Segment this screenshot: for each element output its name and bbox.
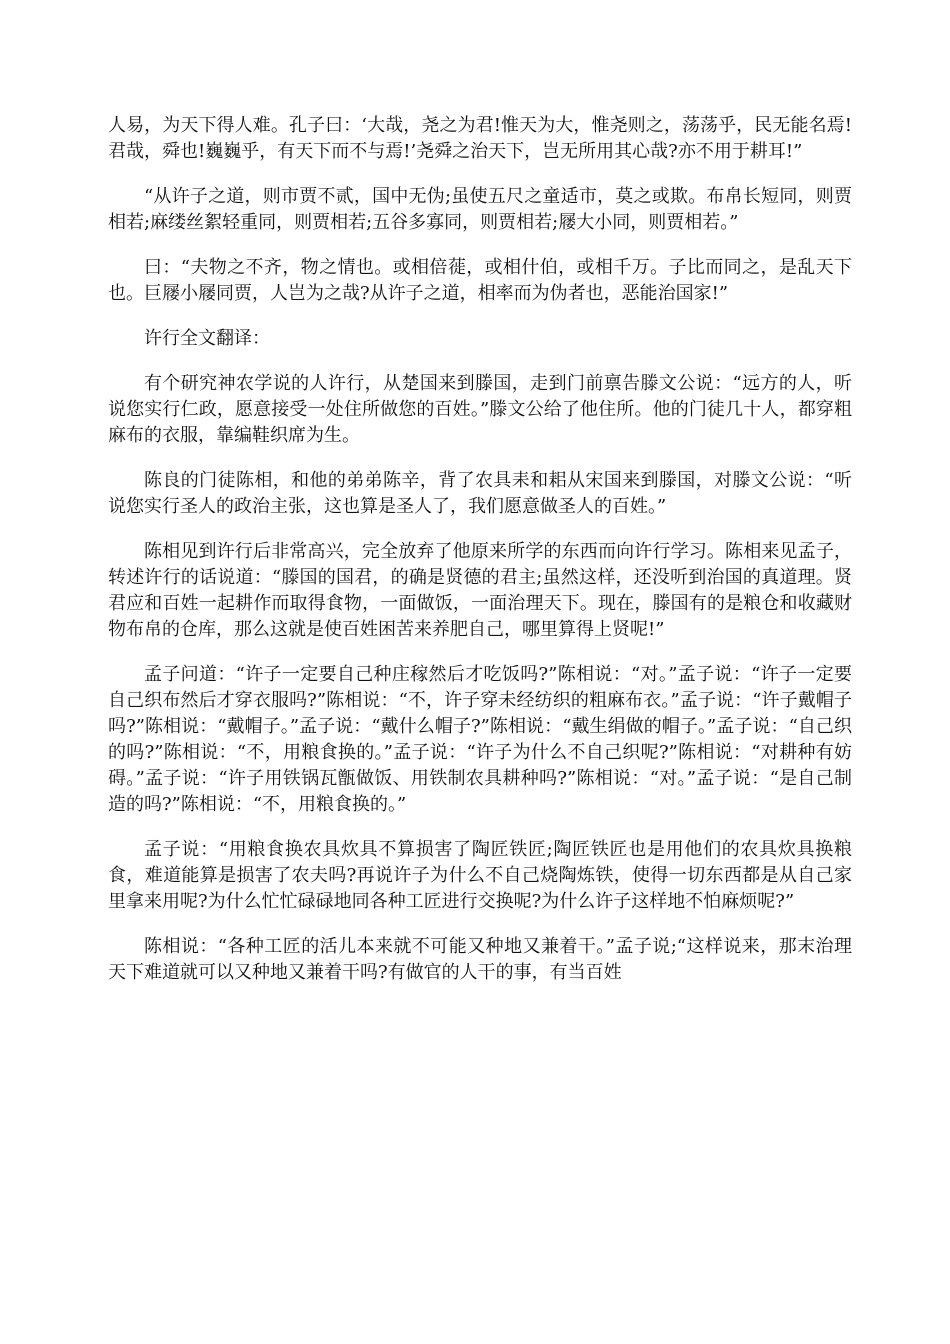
paragraph-7: 陈相见到许行后非常高兴，完全放弃了他原来所学的东西而向许行学习。陈相来见孟子，转述许行的话说道：“滕国的国君，的确是贤德的君主;虽然这样，还没听到治国的真道理。贤君应和百姓一起耕作而取得食物，一面做饭，一面治理天下。现在，滕国有的是粮仓和收藏财物布帛的仓库，那么这就是使百姓困苦来养肥自己，哪里算得上贤呢!” (108, 541, 852, 640)
paragraph-1: 人易，为天下得人难。孔子曰：‘大哉，尧之为君!惟天为大，惟尧则之，荡荡乎，民无能名焉!君哉，舜也!巍巍乎，有天下而不与焉!’尧舜之治天下，岂无所用其心哉?亦不用于耕耳!” (108, 115, 852, 162)
paragraph-9: 孟子说：“用粮食换农具炊具不算损害了陶匠铁匠;陶匠铁匠也是用他们的农具炊具换粮食，难道能算是损害了农夫吗?再说许子为什么不自己烧陶炼铁，使得一切东西都是从自己家里拿来用呢?为什么忙忙碌碌地同各种工匠进行交换呢?为什么许子这样地不怕麻烦呢?” (108, 839, 852, 912)
document-body (108, 113, 852, 1005)
paragraph-8: 孟子问道：“许子一定要自己种庄稼然后才吃饭吗?”陈相说：“对。”孟子说：“许子一定要自己织布然后才穿衣服吗?”陈相说：“不，许子穿未经纺织的粗麻布衣。”孟子说：“许子戴帽子吗?”陈相说：“戴帽子。”孟子说：“戴什么帽子?”陈相说：“戴生绢做的帽子。”孟子说：“自己织的吗?”陈相说：“不，用粮食换的。”孟子说：“许子为什么不自己织呢?”陈相说：“对耕种有妨碍。”孟子说：“许子用铁锅瓦甑做饭、用铁制农具耕种吗?”陈相说：“对。”孟子说：“是自己制造的吗?”陈相说：“不，用粮食换的。” (108, 664, 852, 815)
paragraph-2: “从许子之道，则市贾不贰，国中无伪;虽使五尺之童适市，莫之或欺。布帛长短同，则贾相若;麻缕丝絮轻重同，则贾相若;五谷多寡同，则贾相若;屦大小同，则贾相若。” (108, 186, 852, 233)
paragraph-6: 陈良的门徒陈相，和他的弟弟陈辛，背了农具耒和耜从宋国来到滕国，对滕文公说：“听说您实行圣人的政治主张，这也算是圣人了，我们愿意做圣人的百姓。” (108, 470, 852, 517)
section-heading-translation: 许行全文翻译： (144, 328, 270, 349)
paragraph-10: 陈相说：“各种工匠的活儿本来就不可能又种地又兼着干。”孟子说;“这样说来，那末治理天下难道就可以又种地又兼着干吗?有做官的人干的事，有当百姓 (108, 936, 852, 983)
paragraph-5: 有个研究神农学说的人许行，从楚国来到滕国，走到门前禀告滕文公说：“远方的人，听说您实行仁政，愿意接受一处住所做您的百姓。”滕文公给了他住所。他的门徒几十人，都穿粗麻布的衣服，靠编鞋织席为生。 (108, 373, 852, 446)
paragraph-3: 曰：“夫物之不齐，物之情也。或相倍蓰，或相什伯，或相千万。子比而同之，是乱天下也。巨屦小屦同贾，人岂为之哉?从许子之道，相率而为伪者也，恶能治国家!” (108, 257, 852, 304)
